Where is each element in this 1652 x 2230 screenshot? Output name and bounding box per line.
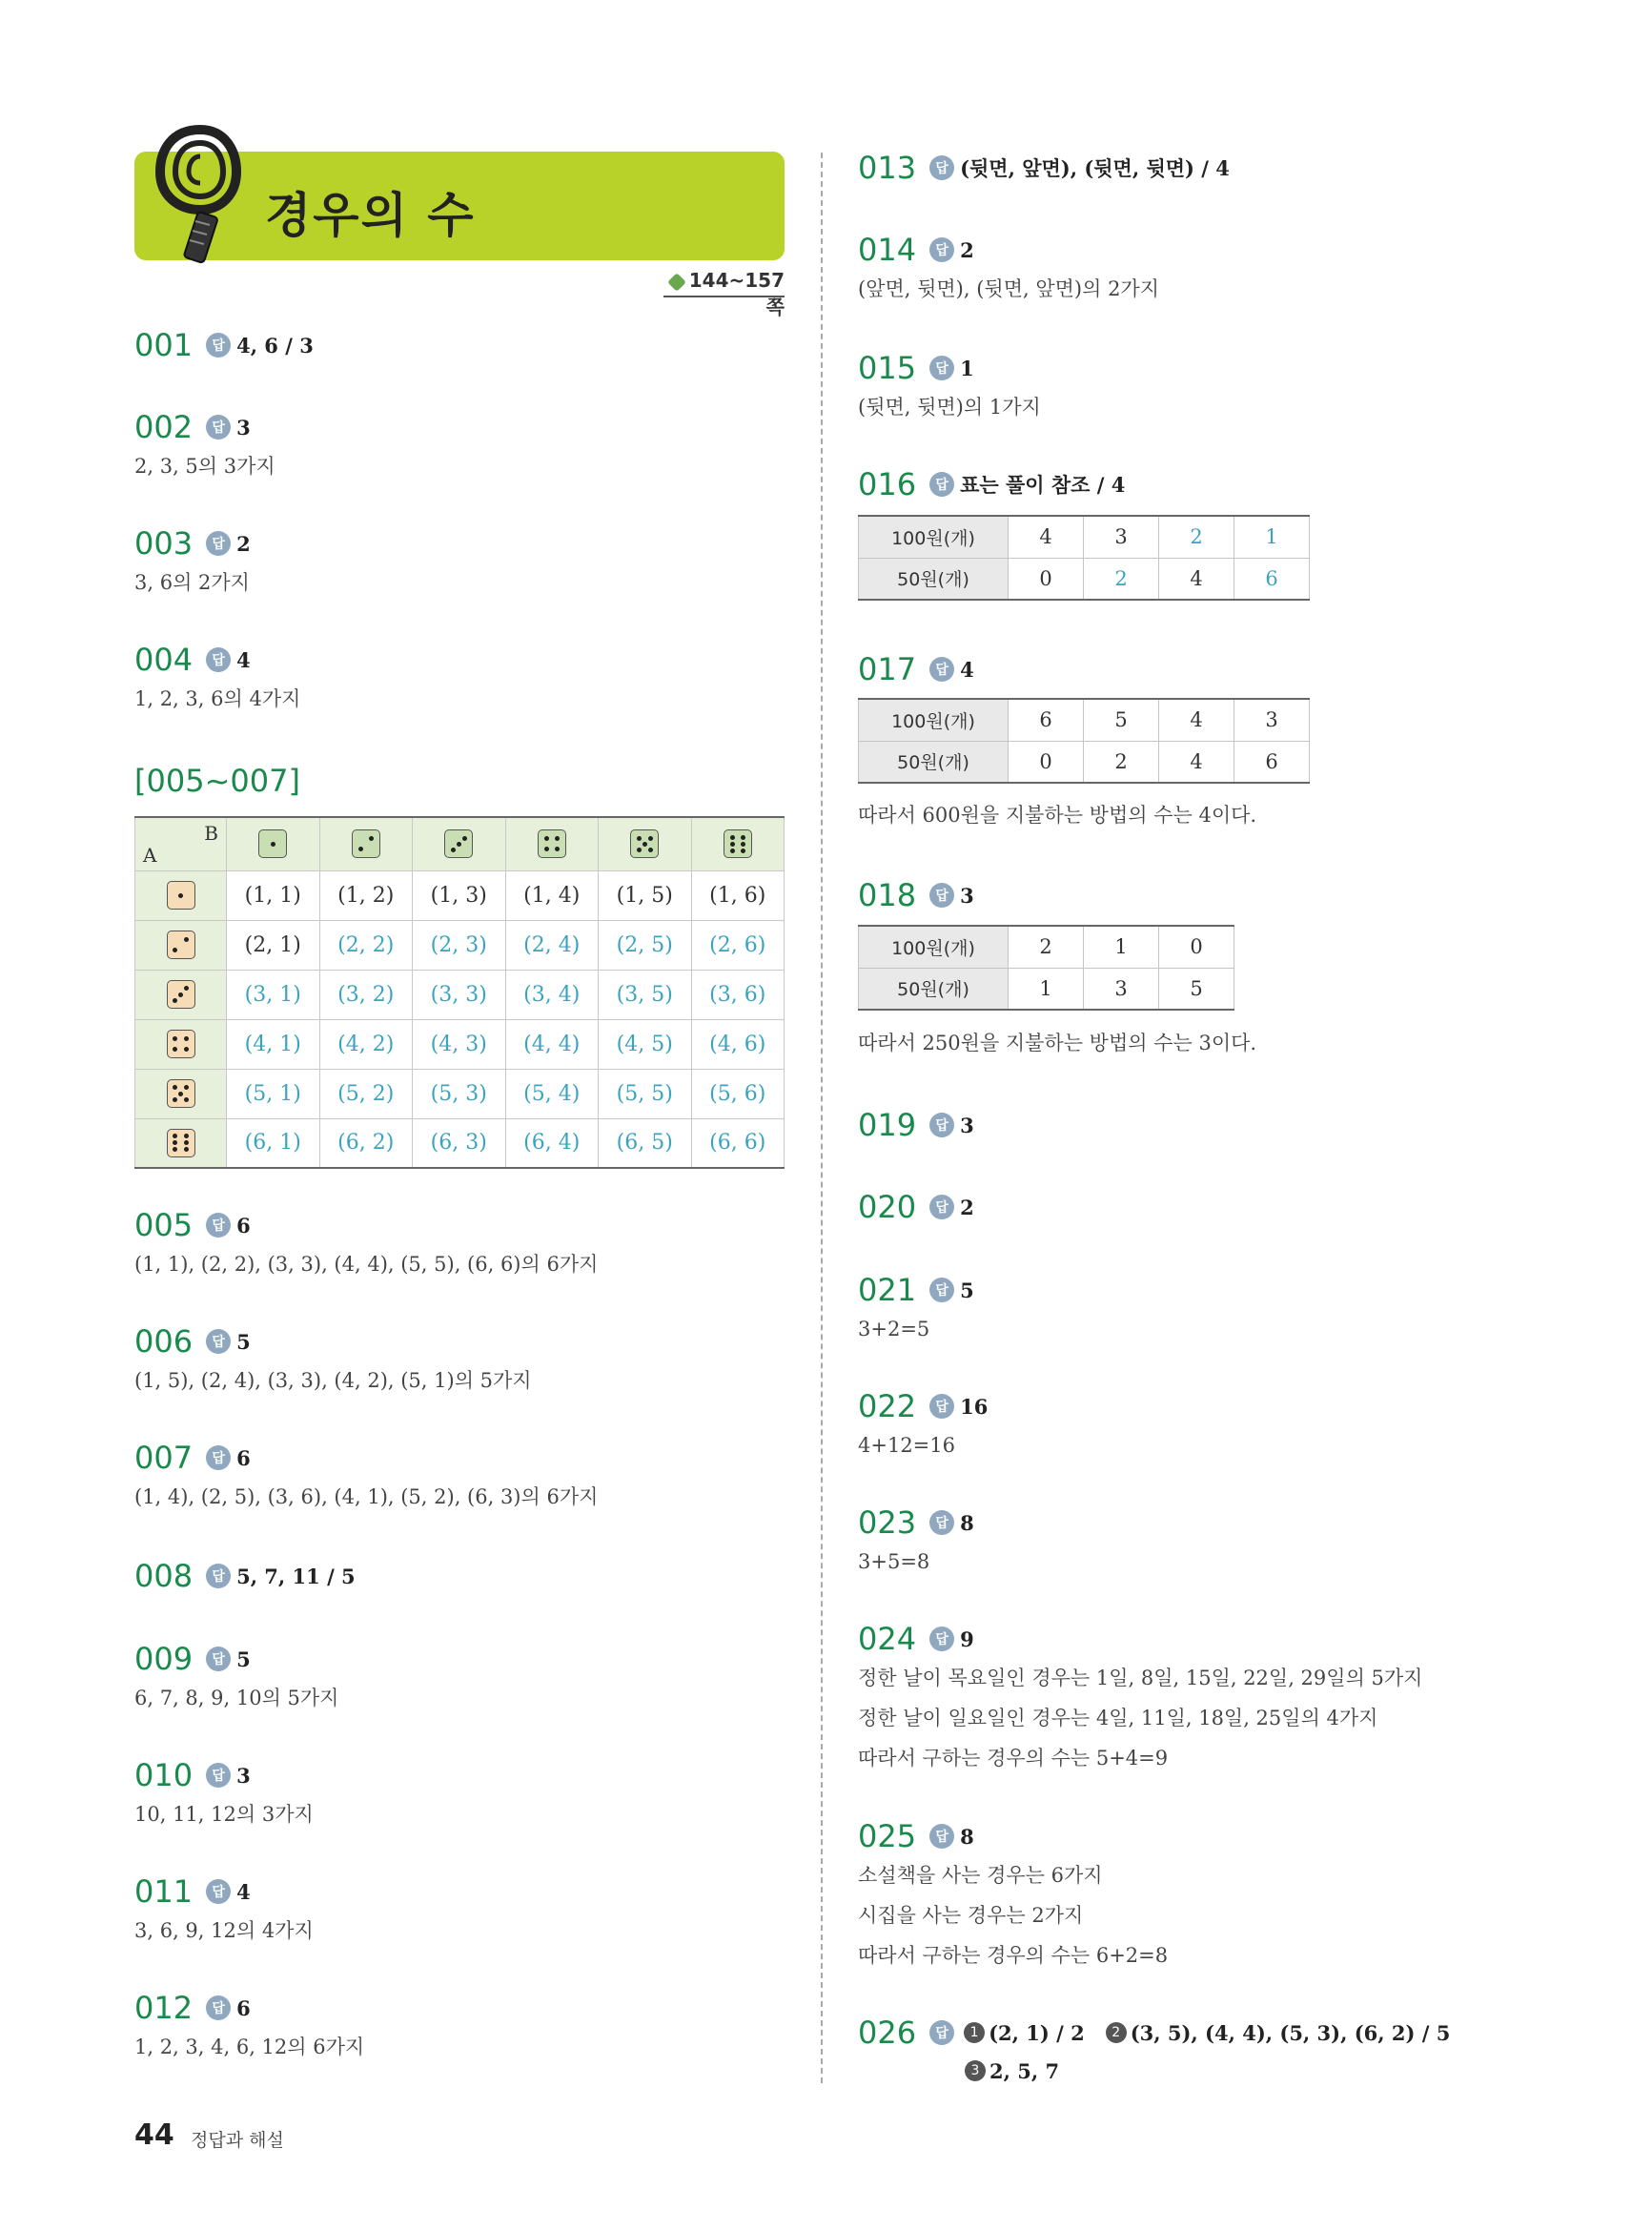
answer-badge-icon: 답	[929, 1394, 954, 1419]
table-cell: (3, 4)	[505, 970, 599, 1019]
question-number: 007	[134, 1440, 194, 1476]
row-header-die	[135, 970, 227, 1019]
table-row	[859, 968, 1234, 1010]
question-number: 009	[134, 1641, 194, 1677]
answer-item	[858, 1620, 1422, 1778]
explanation-line: (뒷면, 뒷면)의 1가지	[858, 396, 1041, 419]
table-cell: (1, 3)	[413, 870, 506, 920]
table-cell: 6	[1009, 699, 1084, 741]
table-cell: (5, 5)	[599, 1069, 692, 1118]
question-number: 002	[134, 409, 194, 445]
table-row	[135, 1069, 785, 1118]
answer-item	[134, 1640, 338, 1718]
table-cell: (6, 2)	[319, 1118, 413, 1168]
answer-text: 3	[236, 1763, 251, 1788]
table-cell: 5	[1084, 699, 1159, 741]
row-label: 100원(개)	[859, 516, 1009, 558]
question-number: 020	[858, 1189, 917, 1225]
table-cell: (4, 4)	[505, 1019, 599, 1069]
answer-item	[858, 349, 1041, 427]
answer-item	[858, 231, 1159, 309]
row-header-die	[135, 870, 227, 920]
die-2-icon	[352, 829, 380, 858]
circled-number-3: 3	[965, 2060, 986, 2081]
column-header-die	[413, 817, 506, 870]
answer-text: 3	[236, 415, 251, 440]
question-row	[858, 231, 1159, 269]
page-reference	[663, 269, 785, 318]
explanation-line: (앞면, 뒷면), (뒷면, 앞면)의 2가지	[858, 277, 1160, 300]
table-cell: (5, 1)	[227, 1069, 320, 1118]
circled-number-1: 1	[964, 2022, 985, 2043]
table-cell: (4, 2)	[319, 1019, 413, 1069]
table-cell: 4	[1159, 741, 1234, 783]
row-label: 100원(개)	[859, 926, 1009, 968]
column-divider	[821, 153, 823, 2083]
row-header-die	[135, 1069, 227, 1118]
die-2-icon	[167, 931, 195, 959]
question-row	[858, 149, 1230, 187]
explanation-line: 4+12=16	[858, 1434, 955, 1457]
table-cell: (3, 3)	[413, 970, 506, 1019]
answer-item	[858, 1271, 974, 1349]
chapter-number-logo-icon	[153, 122, 248, 265]
question-row	[858, 650, 974, 688]
answer-badge-icon: 답	[206, 1329, 231, 1354]
table-cell: (5, 6)	[691, 1069, 785, 1118]
question-row	[858, 1188, 974, 1226]
row-label: 50원(개)	[859, 741, 1009, 783]
answer-item	[134, 641, 300, 719]
table-cell: (3, 1)	[227, 970, 320, 1019]
answer-text: 2	[960, 1195, 974, 1219]
answer-item	[134, 1756, 314, 1834]
table-cell: (3, 5)	[599, 970, 692, 1019]
die-5-icon	[630, 829, 659, 858]
table-row	[135, 1019, 785, 1069]
die-6-icon	[724, 829, 752, 858]
answer-text: 2	[236, 531, 251, 556]
table-cell: 0	[1159, 926, 1234, 968]
table-cell: (5, 3)	[413, 1069, 506, 1118]
answer-text: 3	[960, 883, 974, 908]
question-row	[134, 1872, 314, 1911]
table-cell: 5	[1159, 968, 1234, 1010]
table-cell: (2, 6)	[691, 920, 785, 970]
corner-a-label: A	[143, 843, 157, 867]
question-row	[134, 1557, 356, 1595]
table-cell: (1, 6)	[691, 870, 785, 920]
question-number: 026	[858, 2015, 917, 2051]
question-number: 013	[858, 150, 917, 186]
question-row	[134, 1989, 364, 2027]
table-cell: (6, 5)	[599, 1118, 692, 1168]
table-cell: (4, 5)	[599, 1019, 692, 1069]
die-1-icon	[258, 829, 287, 858]
table-cell: (3, 2)	[319, 970, 413, 1019]
question-row-2	[858, 2052, 1450, 2090]
question-row	[858, 1271, 974, 1309]
explanation-line: 따라서 구하는 경우의 수는 5+4=9	[858, 1747, 1169, 1770]
column-header-die	[691, 817, 785, 870]
question-row	[858, 2014, 1450, 2052]
table-cell: 4	[1009, 516, 1084, 558]
table-cell: (4, 1)	[227, 1019, 320, 1069]
question-row	[858, 1504, 974, 1542]
explanation-line: 1, 2, 3, 4, 6, 12의 6가지	[134, 2036, 365, 2058]
answer-item	[858, 650, 974, 688]
question-number: 022	[858, 1388, 917, 1424]
answer-badge-icon: 답	[929, 1510, 954, 1535]
column-header-die	[599, 817, 692, 870]
question-number: 012	[134, 1990, 194, 2026]
question-row	[858, 876, 974, 914]
explanation-line: (1, 1), (2, 2), (3, 3), (4, 4), (5, 5), (6, 6)의 6가지	[134, 1253, 599, 1276]
table-cell: (1, 5)	[599, 870, 692, 920]
page-number: 44	[134, 2118, 174, 2152]
sub-answer-3: 2, 5, 7	[989, 2058, 1060, 2083]
question-number: 018	[858, 877, 917, 913]
question-row	[134, 1322, 532, 1361]
answer-badge-icon: 답	[929, 657, 954, 682]
explanation-line: 3, 6의 2가지	[134, 571, 250, 594]
answer-text: 4	[236, 647, 251, 672]
question-row	[858, 1387, 988, 1425]
question-number: 004	[134, 642, 194, 678]
table-cell: (5, 4)	[505, 1069, 599, 1118]
answer-text: 3	[960, 1113, 974, 1137]
answer-text: (뒷면, 앞면), (뒷면, 뒷면) / 4	[960, 156, 1230, 180]
explanation-line: 3+2=5	[858, 1318, 930, 1340]
footer-title: 정답과 해설	[191, 2130, 284, 2151]
answer-badge-icon: 답	[929, 883, 954, 908]
question-row	[858, 1620, 1422, 1658]
question-number: 025	[858, 1818, 917, 1854]
coin-table	[858, 698, 1310, 784]
die-4-icon	[538, 829, 566, 858]
table-cell: (6, 6)	[691, 1118, 785, 1168]
question-number: 001	[134, 327, 194, 363]
question-row	[858, 465, 1125, 503]
explanation-line: 정한 날이 일요일인 경우는 4일, 11일, 18일, 25일의 4가지	[858, 1707, 1378, 1729]
explanation-line: 정한 날이 목요일인 경우는 1일, 8일, 15일, 22일, 29일의 5가지	[858, 1667, 1423, 1689]
explanation-line: 10, 11, 12의 3가지	[134, 1803, 314, 1826]
table-cell: (4, 3)	[413, 1019, 506, 1069]
answer-item	[134, 524, 251, 603]
answer-badge-icon: 답	[929, 237, 954, 262]
answer-badge-icon: 답	[206, 1995, 231, 2020]
table-cell: (6, 3)	[413, 1118, 506, 1168]
answer-item	[858, 1817, 1168, 1975]
table-row	[859, 699, 1310, 741]
answer-badge-icon: 답	[929, 155, 954, 180]
question-number: 024	[858, 1621, 917, 1657]
question-number: 003	[134, 525, 194, 562]
answer-item	[858, 1106, 974, 1144]
question-row	[858, 349, 1041, 387]
answer-item	[134, 1206, 598, 1284]
question-number: 015	[858, 350, 917, 386]
row-header-die	[135, 920, 227, 970]
answer-item	[134, 1439, 598, 1517]
answer-badge-icon: 답	[929, 1824, 954, 1849]
question-number: 021	[858, 1272, 917, 1308]
explanation-line: 1, 2, 3, 6의 4가지	[134, 687, 301, 710]
answer-item	[858, 465, 1125, 503]
answer-badge-icon: 답	[206, 1213, 231, 1238]
answer-text: 1	[960, 356, 974, 380]
question-number: 016	[858, 466, 917, 502]
sub-answer-2: (3, 5), (4, 4), (5, 3), (6, 2) / 5	[1130, 2020, 1451, 2045]
explanation-line: (1, 4), (2, 5), (3, 6), (4, 1), (5, 2), (6, 3)의 6가지	[134, 1485, 599, 1508]
answer-text: 16	[960, 1394, 989, 1419]
answer-badge-icon: 답	[206, 1763, 231, 1788]
table-cell: 3	[1234, 699, 1310, 741]
question-number: 008	[134, 1558, 194, 1594]
table-cell: 2	[1009, 926, 1084, 968]
column-header-die	[227, 817, 320, 870]
table-row	[859, 558, 1310, 600]
explanation-line: 2, 3, 5의 3가지	[134, 455, 275, 478]
answer-text: 6	[236, 1995, 251, 2020]
corner-b-label: B	[204, 822, 218, 845]
column-header-die	[319, 817, 413, 870]
table-cell: 1	[1009, 968, 1084, 1010]
die-3-icon	[444, 829, 473, 858]
explanation-line: 3+5=8	[858, 1550, 930, 1573]
answer-text: 4	[960, 657, 974, 682]
die-3-icon	[167, 980, 195, 1009]
table-cell: 2	[1084, 741, 1159, 783]
coin-table	[858, 515, 1310, 601]
table-cell: (4, 6)	[691, 1019, 785, 1069]
answer-badge-icon: 답	[206, 1445, 231, 1470]
explanation-line: 따라서 250원을 지불하는 방법의 수는 3이다.	[858, 1032, 1257, 1054]
question-number: 006	[134, 1323, 194, 1360]
answer-badge-icon: 답	[206, 1647, 231, 1671]
answer-badge-icon: 답	[929, 472, 954, 497]
answer-text: 표는 풀이 참조 / 4	[960, 473, 1126, 497]
question-number: 023	[858, 1504, 917, 1541]
question-number: 011	[134, 1873, 194, 1910]
answer-badge-icon: 답	[929, 1278, 954, 1302]
table-cell: 1	[1084, 926, 1159, 968]
answer-badge-icon: 답	[206, 1564, 231, 1588]
table-cell: (3, 6)	[691, 970, 785, 1019]
explanation-line: 따라서 구하는 경우의 수는 6+2=8	[858, 1944, 1169, 1967]
answer-text: 5	[236, 1647, 251, 1671]
answer-text: 6	[236, 1213, 251, 1238]
answer-text: 5	[236, 1329, 251, 1354]
answer-text: 5, 7, 11 / 5	[236, 1564, 356, 1588]
row-label: 100원(개)	[859, 699, 1009, 741]
row-header-die	[135, 1118, 227, 1168]
table-cell: 2	[1084, 558, 1159, 600]
table-cell: (1, 2)	[319, 870, 413, 920]
answer-badge-icon: 답	[929, 2020, 954, 2045]
answer-badge-icon: 답	[929, 1195, 954, 1219]
question-row	[134, 524, 251, 563]
question-row	[134, 326, 314, 364]
page-ref-text: 144~157쪽	[688, 269, 785, 318]
table-cell: 3	[1084, 968, 1159, 1010]
table-cell: 4	[1159, 558, 1234, 600]
answer-item	[134, 1322, 532, 1401]
question-row	[134, 1756, 314, 1794]
column-header-die	[505, 817, 599, 870]
explanation-line: 시집을 사는 경우는 2가지	[858, 1904, 1084, 1927]
answer-text: 4, 6 / 3	[236, 333, 314, 358]
table-cell: 1	[1234, 516, 1310, 558]
answer-item	[858, 2014, 1450, 2090]
answer-text: 9	[960, 1626, 974, 1651]
question-row	[858, 1106, 974, 1144]
table-cell: (6, 4)	[505, 1118, 599, 1168]
table-cell: 2	[1159, 516, 1234, 558]
answer-item	[858, 149, 1230, 187]
dice-outcome-table	[134, 816, 785, 1169]
table-cell: (6, 1)	[227, 1118, 320, 1168]
table-cell: 0	[1009, 558, 1084, 600]
table-cell: (2, 5)	[599, 920, 692, 970]
page-ref-icon	[667, 273, 686, 292]
explanation-line: 소설책을 사는 경우는 6가지	[858, 1864, 1103, 1887]
explanation-line: 3, 6, 9, 12의 4가지	[134, 1919, 314, 1942]
table-cell: 3	[1084, 516, 1159, 558]
question-number: 014	[858, 232, 917, 268]
table-cell: (1, 4)	[505, 870, 599, 920]
answer-item	[134, 1872, 314, 1951]
question-row	[134, 641, 300, 679]
table-row	[859, 516, 1310, 558]
table-cell: (2, 2)	[319, 920, 413, 970]
explanation-line: (1, 5), (2, 4), (3, 3), (4, 2), (5, 1)의 5가지	[134, 1369, 532, 1392]
explanation-line: 6, 7, 8, 9, 10의 5가지	[134, 1687, 339, 1709]
answer-item	[858, 1504, 974, 1582]
table-cell: (2, 4)	[505, 920, 599, 970]
answer-item	[134, 326, 314, 364]
answer-item	[134, 1557, 356, 1595]
question-row	[134, 408, 275, 446]
answer-item	[858, 876, 974, 914]
answer-badge-icon: 답	[206, 1879, 231, 1904]
answer-badge-icon: 답	[929, 1113, 954, 1137]
table-row	[859, 741, 1310, 783]
table-row	[135, 1118, 785, 1168]
row-label: 50원(개)	[859, 968, 1009, 1010]
answer-item	[858, 1387, 988, 1465]
die-6-icon	[167, 1129, 195, 1157]
table-cell: (1, 1)	[227, 870, 320, 920]
answer-item	[858, 1188, 974, 1226]
question-row	[858, 1817, 1168, 1855]
answer-badge-icon: 답	[929, 1626, 954, 1651]
question-number: 005	[134, 1207, 194, 1243]
table-cell: 4	[1159, 699, 1234, 741]
die-1-icon	[167, 881, 195, 910]
answer-badge-icon: 답	[206, 333, 231, 358]
answer-item	[134, 1989, 364, 2067]
table-cell: (2, 3)	[413, 920, 506, 970]
question-row	[134, 1206, 598, 1244]
coin-table	[858, 925, 1234, 1011]
chapter-title: 경우의 수	[265, 188, 476, 243]
row-header-die	[135, 1019, 227, 1069]
answer-badge-icon: 답	[206, 647, 231, 672]
table-row	[859, 926, 1234, 968]
answer-text: 5	[960, 1278, 974, 1302]
circled-number-2: 2	[1106, 2022, 1127, 2043]
explanation-line: 따라서 600원을 지불하는 방법의 수는 4이다.	[858, 804, 1257, 827]
table-row	[135, 920, 785, 970]
die-5-icon	[167, 1079, 195, 1108]
answer-item	[134, 408, 275, 486]
sub-answer-1: (2, 1) / 2	[989, 2020, 1085, 2045]
question-row	[134, 1640, 338, 1678]
answer-text: 8	[960, 1510, 974, 1535]
row-label: 50원(개)	[859, 558, 1009, 600]
die-4-icon	[167, 1030, 195, 1058]
question-number: 017	[858, 651, 917, 687]
section-label: [005~007]	[134, 763, 300, 799]
answer-badge-icon: 답	[206, 415, 231, 440]
answer-text: 4	[236, 1879, 251, 1904]
question-number: 010	[134, 1757, 194, 1793]
table-cell: (2, 1)	[227, 920, 320, 970]
table-cell: 6	[1234, 741, 1310, 783]
table-cell: 0	[1009, 741, 1084, 783]
table-cell: 6	[1234, 558, 1310, 600]
answer-text: 2	[960, 237, 974, 262]
table-row	[135, 970, 785, 1019]
question-number: 019	[858, 1107, 917, 1143]
question-row	[134, 1439, 598, 1477]
table-row	[135, 870, 785, 920]
answer-badge-icon: 답	[929, 356, 954, 380]
answer-text: 8	[960, 1824, 974, 1849]
table-cell: (5, 2)	[319, 1069, 413, 1118]
answer-badge-icon: 답	[206, 531, 231, 556]
answer-text: 6	[236, 1445, 251, 1470]
table-corner	[135, 817, 227, 870]
